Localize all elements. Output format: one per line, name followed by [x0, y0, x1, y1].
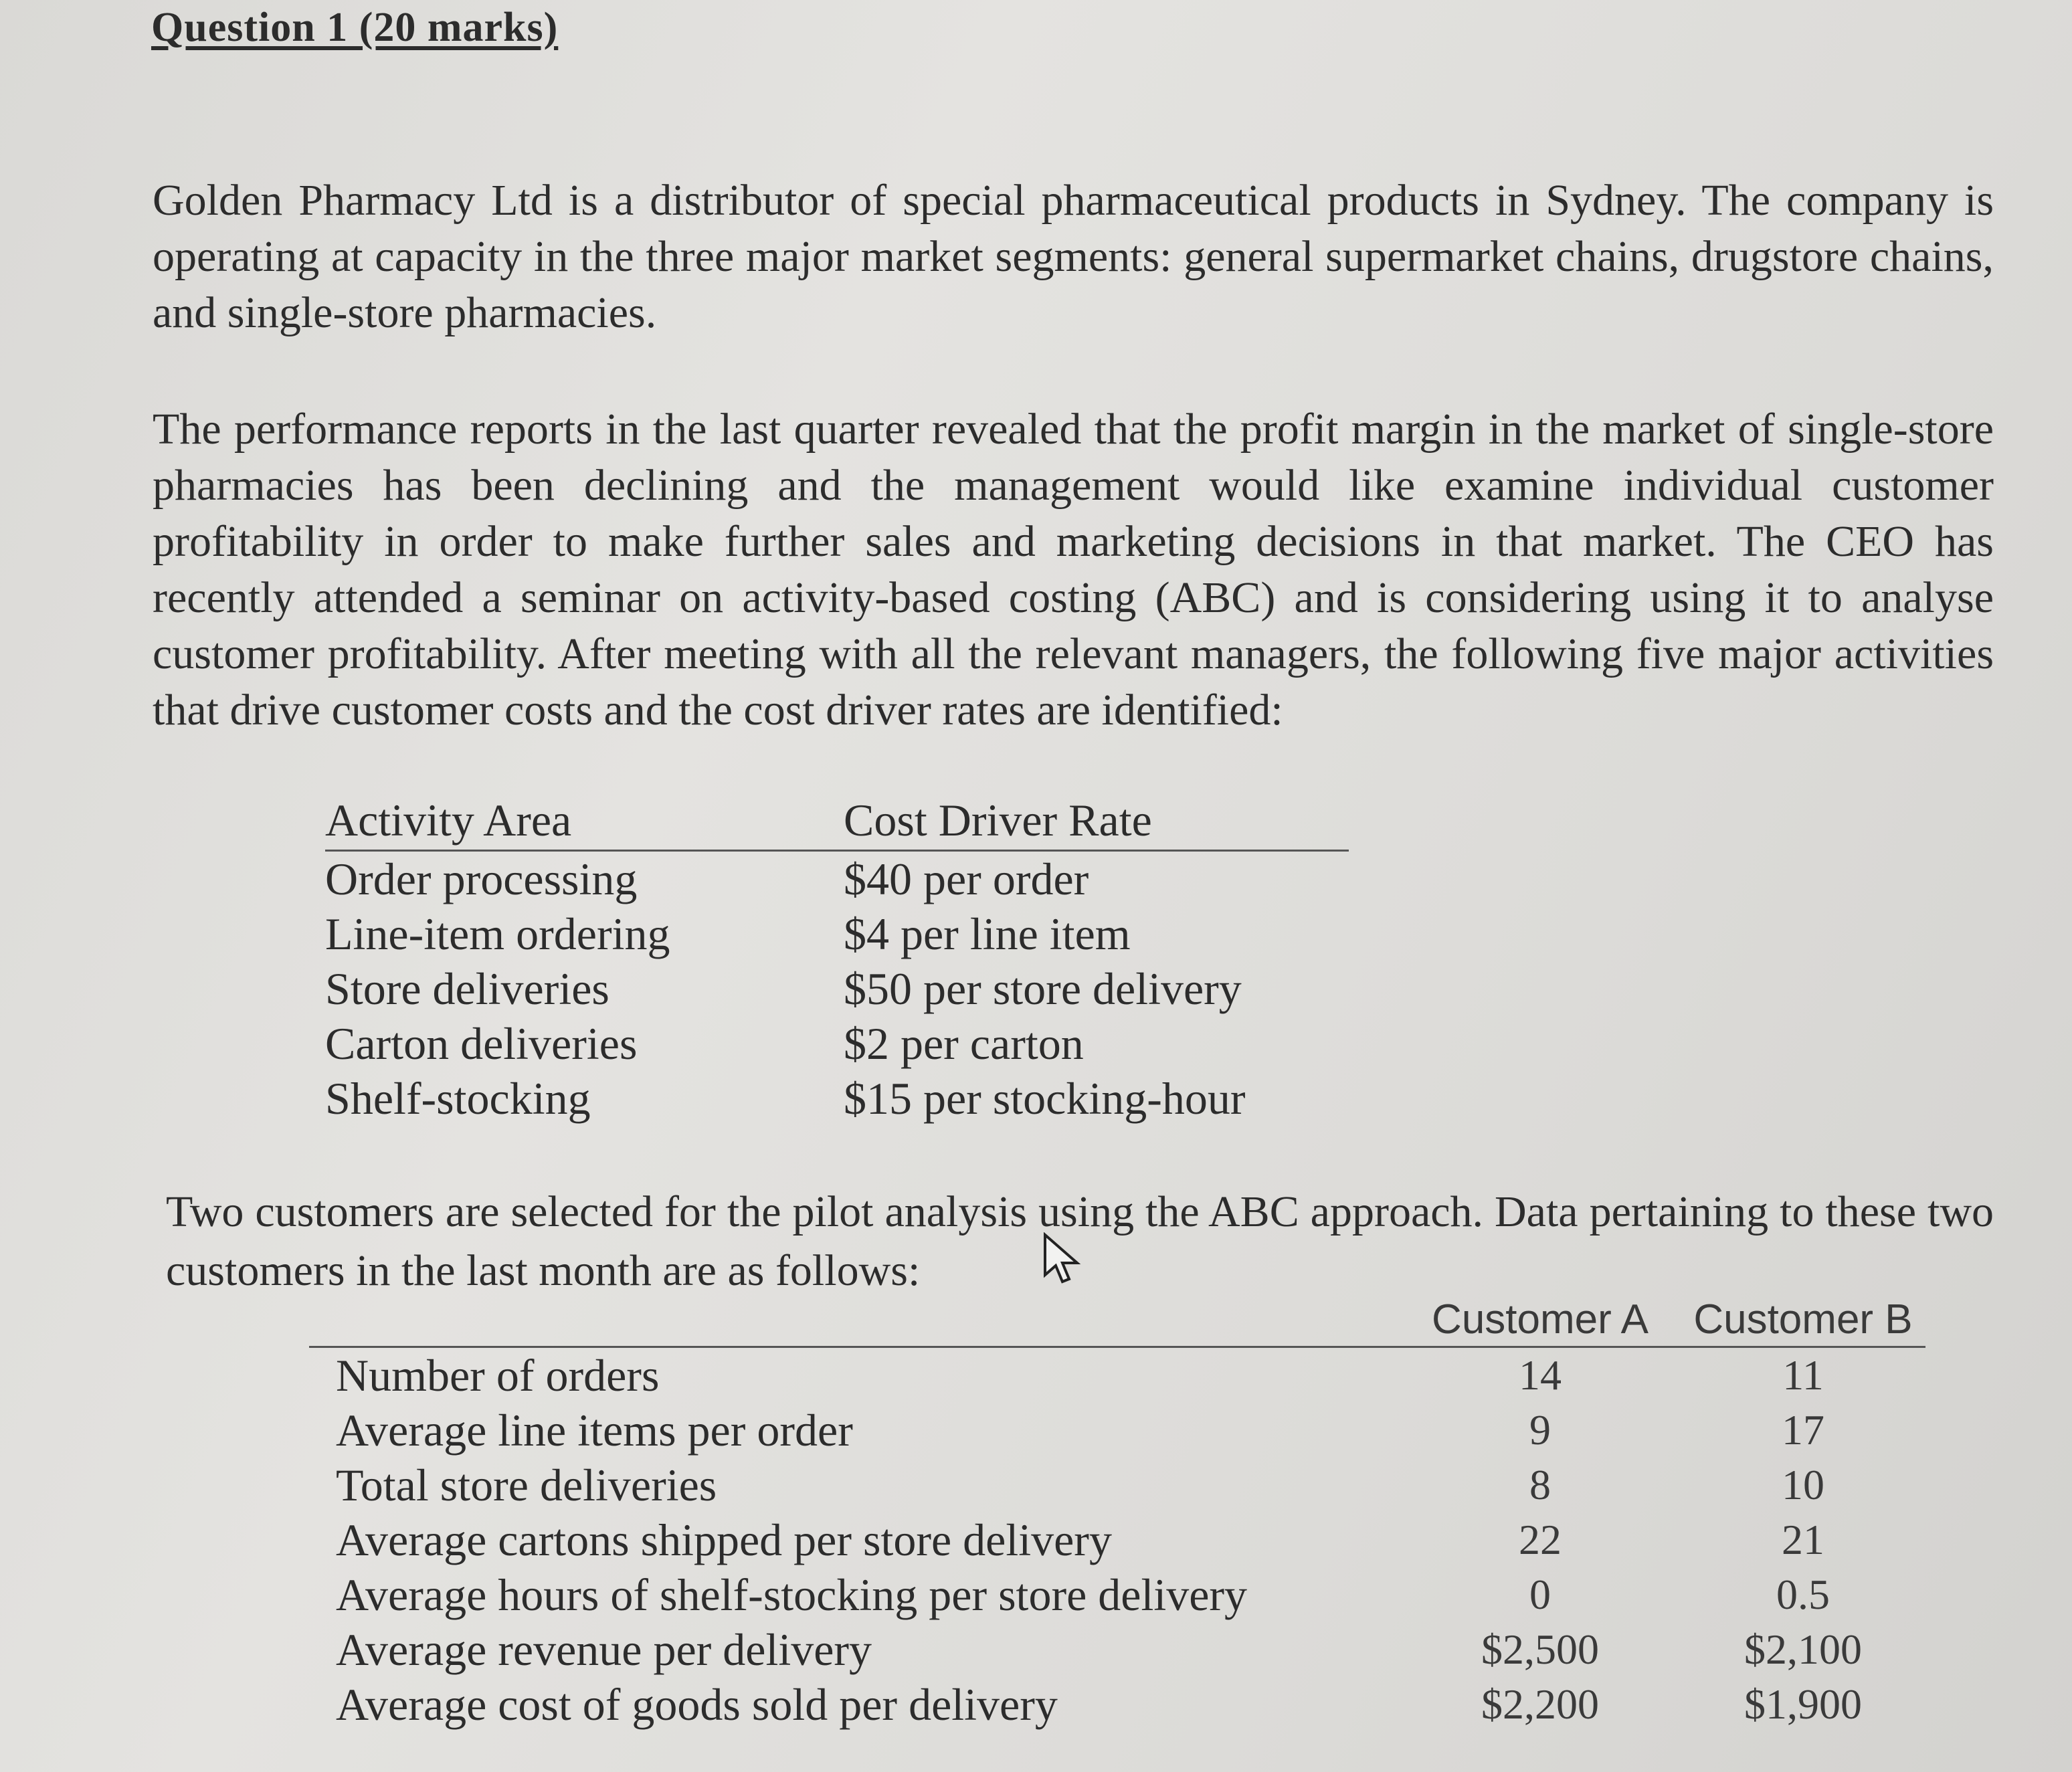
mouse-pointer-icon [1042, 1232, 1082, 1286]
row-label: Average line items per order [336, 1404, 853, 1456]
intro-paragraph: Golden Pharmacy Ltd is a distributor of special pharmaceutical products in Sydney. The company is operating at capacity in the three major market segments: general supermarket chains, drugstore chains, and single-store pharmacies. [153, 176, 1994, 337]
cost-driver-rate-header: Cost Driver Rate [844, 795, 1152, 846]
customer-b-value: $1,900 [1744, 1680, 1862, 1728]
table-row [309, 1567, 1925, 1622]
customers-intro-paragraph: Two customers are selected for the pilot analysis using the ABC approach. Data pertaining to these two customers in the last month are as follows: [166, 1187, 1994, 1295]
activity-name: Order processing [325, 853, 638, 904]
row-label: Average cost of goods sold per delivery [336, 1678, 1058, 1730]
activity-name: Shelf-stocking [325, 1072, 591, 1124]
customer-a-value: 0 [1529, 1571, 1551, 1618]
activity-table-header [325, 793, 1349, 852]
customer-a-header: Customer A [1432, 1296, 1649, 1343]
customer-a-value: 8 [1529, 1461, 1551, 1508]
table-row [325, 1071, 1349, 1126]
table-row [309, 1622, 1925, 1677]
activity-name: Line-item ordering [325, 908, 670, 959]
performance-paragraph: The performance reports in the last quarter revealed that the profit margin in the market of single-store pharmacies has been declining and the management would like examine individual customer profitability in order to make further sales and marketing decisions in that market. The CEO has recently attended a seminar on activity-based costing (ABC) and is considering using it to analyse customer profitability. After meeting with all the relevant managers, the following five major activities that drive customer costs and the cost driver rates are identified: [153, 405, 1994, 734]
row-label: Average revenue per delivery [336, 1623, 872, 1675]
row-label: Average cartons shipped per store delivery [336, 1514, 1112, 1565]
row-label: Total store deliveries [336, 1459, 717, 1510]
table-row [325, 852, 1349, 906]
table-row [325, 961, 1349, 1016]
customer-b-value: 17 [1782, 1406, 1824, 1454]
row-label: Average hours of shelf-stocking per store delivery [336, 1569, 1248, 1620]
activity-name: Store deliveries [325, 963, 609, 1014]
table-row [309, 1348, 1925, 1403]
activity-rate: $15 per stocking-hour [844, 1072, 1246, 1124]
activity-rate: $40 per order [844, 853, 1089, 904]
activity-rate: $4 per line item [844, 908, 1131, 959]
customer-b-value: 11 [1782, 1351, 1824, 1399]
table-row [325, 906, 1349, 961]
customer-b-value: $2,100 [1744, 1626, 1862, 1673]
activity-name: Carton deliveries [325, 1017, 638, 1069]
customer-b-value: 10 [1782, 1461, 1824, 1508]
customer-a-value: $2,500 [1481, 1626, 1599, 1673]
table-row [309, 1403, 1925, 1458]
customer-b-value: 0.5 [1776, 1571, 1830, 1618]
activity-rate: $2 per carton [844, 1017, 1084, 1069]
customer-a-value: 9 [1529, 1406, 1551, 1454]
customer-b-value: 21 [1782, 1516, 1824, 1563]
activity-table [325, 793, 1349, 1126]
customer-a-value: 14 [1519, 1351, 1562, 1399]
customer-a-value: $2,200 [1481, 1680, 1599, 1728]
question-title: Question 1 (20 marks) [151, 5, 559, 50]
customer-table-header [309, 1291, 1925, 1348]
table-row [309, 1512, 1925, 1567]
activity-rate: $50 per store delivery [844, 963, 1242, 1014]
activity-area-header: Activity Area [325, 795, 572, 846]
table-row [309, 1458, 1925, 1512]
customer-a-value: 22 [1519, 1516, 1562, 1563]
customer-table [309, 1291, 1925, 1732]
row-label: Number of orders [336, 1349, 660, 1401]
table-row [309, 1677, 1925, 1732]
customer-b-header: Customer B [1693, 1296, 1913, 1343]
table-row [325, 1016, 1349, 1071]
